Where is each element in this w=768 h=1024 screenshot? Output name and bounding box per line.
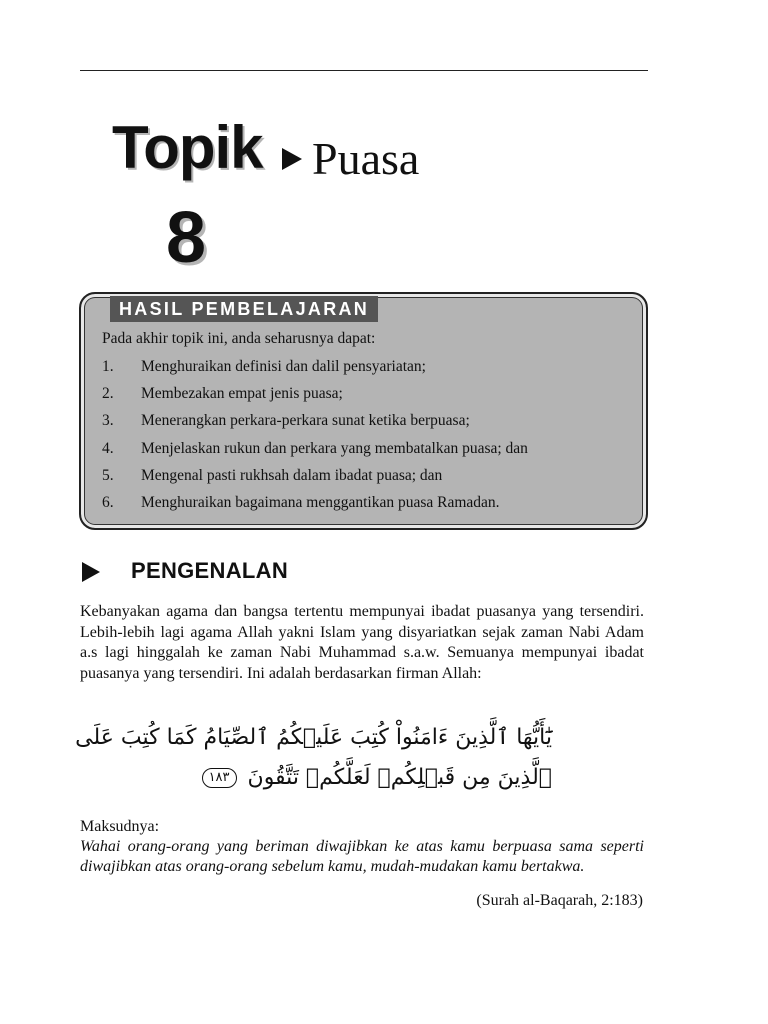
quran-verse-line-1: يَٰٓأَيُّهَا ٱلَّذِينَ ءَامَنُواْ كُتِبَ عَلَيۡكُمُ ٱلصِّيَامُ كَمَا كُتِبَ عَلَى	[75, 725, 552, 750]
outcome-number: 4.	[102, 440, 114, 457]
meaning-label: Maksudnya:	[80, 818, 160, 835]
outcome-text: Menjelaskan rukun dan perkara yang membatalkan puasa; dan	[141, 440, 528, 457]
section-title: PENGENALAN	[131, 558, 289, 583]
learning-outcomes-heading: HASIL PEMBELAJARAN	[110, 296, 378, 322]
outcome-text: Menghuraikan definisi dan dalil pensyariatan;	[141, 358, 426, 375]
meaning-text: Wahai orang-orang yang beriman diwajibkan ke atas kamu berpuasa sama seperti diwajibkan atas orang-orang sebelum kamu, mudah-mudakan kamu bertakwa.	[80, 838, 644, 875]
top-rule	[80, 70, 648, 71]
outcome-text: Menghuraikan bagaimana menggantikan puasa Ramadan.	[141, 494, 500, 511]
outcome-number: 5.	[102, 467, 114, 484]
verse-citation: (Surah al-Baqarah, 2:183)	[476, 892, 643, 909]
outcome-number: 6.	[102, 494, 114, 511]
topic-word: Topik	[112, 114, 263, 181]
topic-number: 8	[166, 198, 207, 278]
topic-title: Puasa	[312, 133, 420, 184]
quran-verse-line-2	[190, 758, 552, 798]
quran-verse-line-2-text: ٱلَّذِينَ مِن قَبۡلِكُمۡ لَعَلَّكُمۡ تَتَّقُونَ	[247, 765, 552, 790]
outcome-text: Membezakan empat jenis puasa;	[141, 385, 343, 402]
outcome-text: Mengenal pasti rukhsah dalam ibadat puasa; dan	[141, 467, 443, 484]
triangle-right-icon	[82, 562, 100, 582]
outcome-number: 3.	[102, 412, 114, 429]
ayah-number-marker: ١٨٣	[202, 768, 237, 788]
outcome-number: 1.	[102, 358, 114, 375]
triangle-right-icon	[282, 148, 302, 170]
quran-verse	[75, 718, 552, 798]
intro-paragraph: Kebanyakan agama dan bangsa tertentu mempunyai ibadat puasanya yang tersendiri. Lebih-lebih lagi agama Allah yakni Islam yang disyariatkan sejak zaman Nabi Adam a.s lagi hinggalah ke zaman Nabi Muhammad s.a.w. Semuanya mempunyai ibadat puasanya yang tersendiri. Ini adalah berdasarkan firman Allah:	[80, 603, 644, 682]
learning-outcomes-intro: Pada akhir topik ini, anda seharusnya dapat:	[102, 330, 376, 347]
outcome-number: 2.	[102, 385, 114, 402]
outcome-text: Menerangkan perkara-perkara sunat ketika berpuasa;	[141, 412, 470, 429]
